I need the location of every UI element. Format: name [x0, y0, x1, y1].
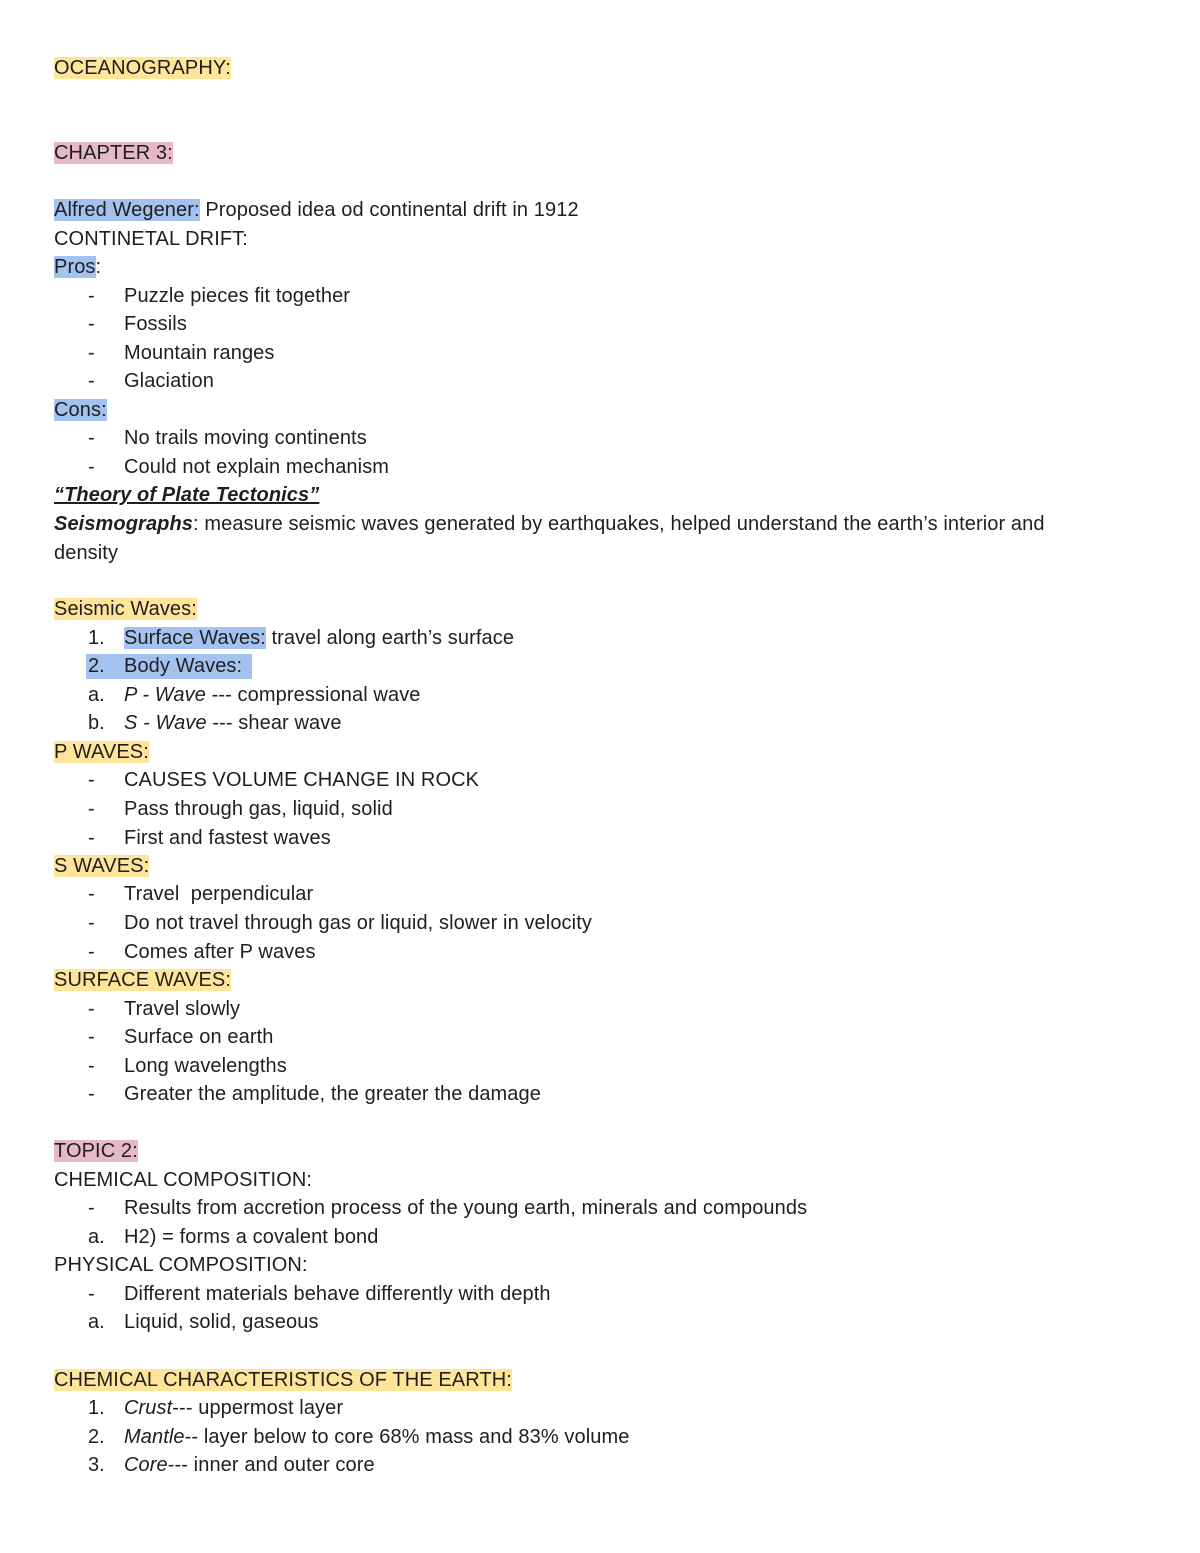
- list-item: Comes after P waves: [124, 941, 316, 963]
- list-item: Fossils: [124, 313, 187, 335]
- list-number: 3.: [88, 1454, 105, 1476]
- list-bullet: -: [88, 1055, 95, 1077]
- list-bullet: -: [88, 998, 95, 1020]
- list-item: Results from accretion process of the young earth, minerals and compounds: [124, 1197, 808, 1219]
- wegener-line: Alfred Wegener: Proposed idea od continental drift in 1912: [54, 199, 579, 221]
- list-item: Core--- inner and outer core: [124, 1454, 375, 1476]
- list-item: Surface on earth: [124, 1026, 274, 1048]
- theory-heading: “Theory of Plate Tectonics”: [54, 484, 320, 506]
- list-bullet: -: [88, 912, 95, 934]
- list-item: Mantle-- layer below to core 68% mass and 83% volume: [124, 1426, 630, 1448]
- list-letter: a.: [88, 1311, 105, 1333]
- list-item: Liquid, solid, gaseous: [124, 1311, 319, 1333]
- list-item: Glaciation: [124, 370, 214, 392]
- list-letter: b.: [88, 712, 105, 734]
- topic-heading: TOPIC 2:: [54, 1140, 138, 1162]
- list-bullet: -: [88, 285, 95, 307]
- list-number: 2.: [88, 1426, 105, 1448]
- pros-heading: Pros:: [54, 256, 102, 278]
- list-item: Different materials behave differently with depth: [124, 1283, 551, 1305]
- list-number: 1.: [88, 1397, 105, 1419]
- list-number: 1.: [88, 627, 105, 649]
- list-bullet: -: [88, 798, 95, 820]
- seismographs-line-2: density: [54, 542, 119, 564]
- list-bullet: -: [88, 427, 95, 449]
- list-bullet: -: [88, 827, 95, 849]
- list-bullet: -: [88, 1026, 95, 1048]
- list-bullet: -: [88, 1083, 95, 1105]
- chem-char-heading: CHEMICAL CHARACTERISTICS OF THE EARTH:: [54, 1369, 512, 1391]
- chem-comp-heading: CHEMICAL COMPOSITION:: [54, 1169, 313, 1191]
- surface-waves-heading: SURFACE WAVES:: [54, 969, 231, 991]
- list-letter: a.: [88, 1226, 105, 1248]
- drift-heading: CONTINETAL DRIFT:: [54, 228, 248, 250]
- list-item: Surface Waves: travel along earth’s surface: [124, 627, 515, 649]
- list-item: Greater the amplitude, the greater the damage: [124, 1083, 541, 1105]
- list-bullet: -: [88, 370, 95, 392]
- p-waves-heading: P WAVES:: [54, 741, 149, 763]
- list-bullet: -: [88, 883, 95, 905]
- list-item: No trails moving continents: [124, 427, 367, 449]
- seismographs-term: Seismographs: [54, 513, 194, 535]
- list-item: P - Wave --- compressional wave: [124, 684, 421, 706]
- list-bullet: -: [88, 313, 95, 335]
- list-item: S - Wave --- shear wave: [124, 712, 342, 734]
- list-item: H2) = forms a covalent bond: [124, 1226, 379, 1248]
- list-item: Travel perpendicular: [124, 883, 314, 905]
- list-bullet: -: [88, 769, 95, 791]
- list-item: Pass through gas, liquid, solid: [124, 798, 393, 820]
- list-bullet: -: [88, 456, 95, 478]
- list-item: First and fastest waves: [124, 827, 331, 849]
- cons-heading: Cons:: [54, 399, 107, 421]
- wegener-label: Alfred Wegener:: [54, 199, 200, 221]
- phys-comp-heading: PHYSICAL COMPOSITION:: [54, 1254, 308, 1276]
- list-item: Do not travel through gas or liquid, slower in velocity: [124, 912, 592, 934]
- list-item: CAUSES VOLUME CHANGE IN ROCK: [124, 769, 480, 791]
- chapter-heading: CHAPTER 3:: [54, 142, 173, 164]
- seismographs-line: Seismographs: measure seismic waves generated by earthquakes, helped understand the earth’s interior and: [54, 513, 1045, 535]
- list-item: Mountain ranges: [124, 342, 275, 364]
- list-item: Could not explain mechanism: [124, 456, 390, 478]
- list-bullet: -: [88, 1283, 95, 1305]
- list-number: 2.: [88, 655, 105, 677]
- list-item: Body Waves:: [124, 655, 243, 677]
- list-item: Crust--- uppermost layer: [124, 1397, 344, 1419]
- doc-title: OCEANOGRAPHY:: [54, 57, 231, 79]
- seismic-waves-heading: Seismic Waves:: [54, 598, 197, 620]
- s-waves-heading: S WAVES:: [54, 855, 150, 877]
- list-item: Puzzle pieces fit together: [124, 285, 351, 307]
- list-item: Travel slowly: [124, 998, 241, 1020]
- list-letter: a.: [88, 684, 105, 706]
- list-bullet: -: [88, 342, 95, 364]
- list-bullet: -: [88, 1197, 95, 1219]
- list-item: Long wavelengths: [124, 1055, 287, 1077]
- list-bullet: -: [88, 941, 95, 963]
